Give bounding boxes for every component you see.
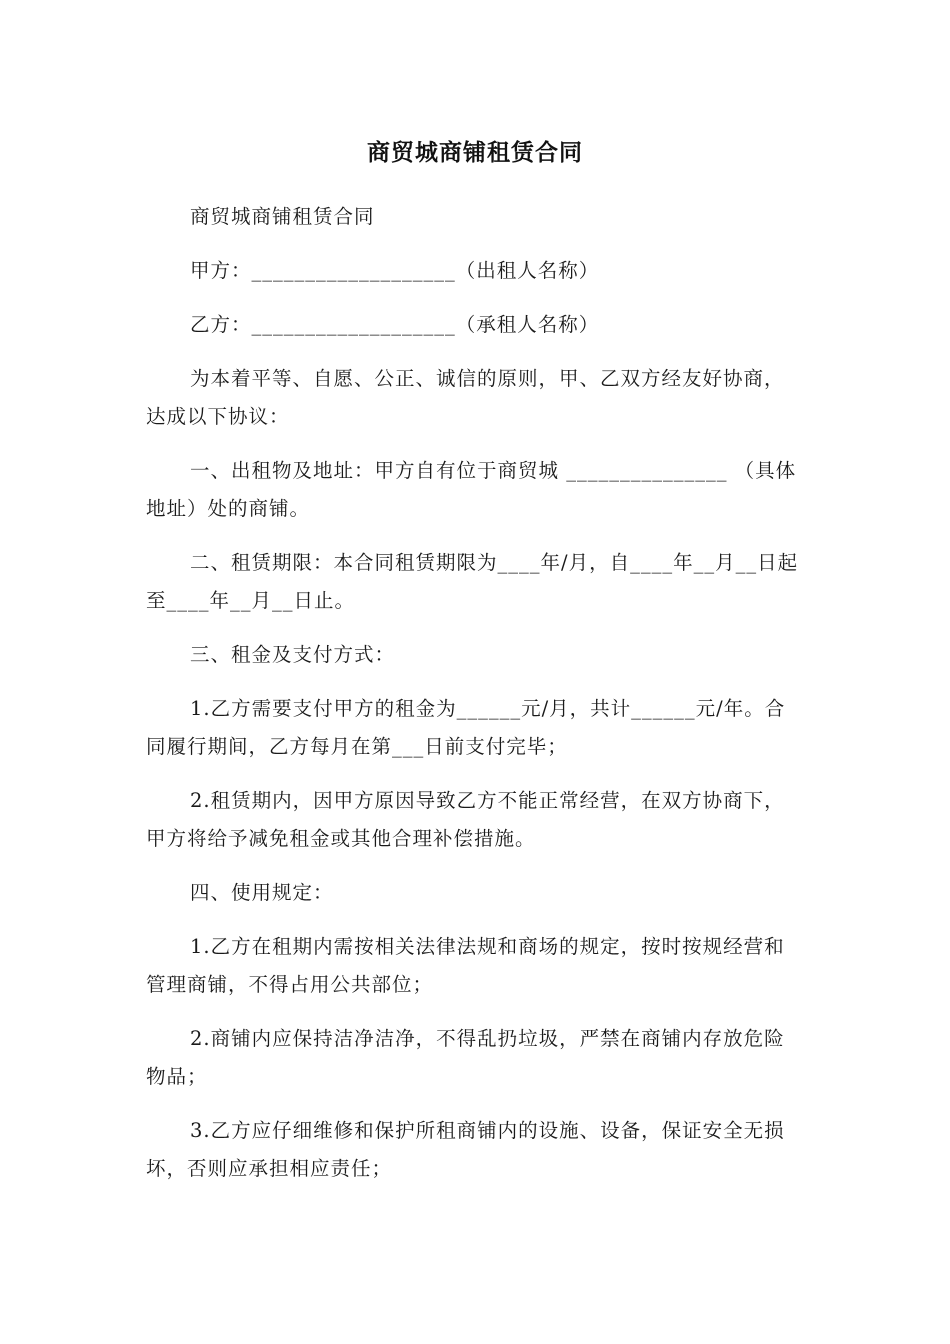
- paragraph-section-4-item-1: 1.乙方在租期内需按相关法律法规和商场的规定，按时按规经营和管理商铺，不得占用公共部位；: [146, 935, 785, 996]
- paragraph-section-3-heading: 三、租金及支付方式：: [190, 643, 396, 666]
- paragraph-section-3-item-2: 2.租赁期内，因甲方原因导致乙方不能正常经营，在双方协商下，甲方将给予减免租金或其他合理补偿措施。: [146, 789, 785, 850]
- paragraph-section-4-heading: 四、使用规定：: [190, 881, 334, 904]
- paragraph-section-1-premises: 一、出租物及地址：甲方自有位于商贸城 _______________ （具体地址）处的商铺。: [146, 459, 797, 520]
- paragraph-subtitle: 商贸城商铺租赁合同: [190, 205, 375, 228]
- paragraph-section-4-item-2: 2.商铺内应保持洁净洁净，不得乱扔垃圾，严禁在商铺内存放危险物品；: [146, 1027, 785, 1088]
- paragraph-section-3-item-1: 1.乙方需要支付甲方的租金为______元/月，共计______元/年。合同履行期间，乙方每月在第___日前支付完毕；: [146, 697, 786, 758]
- paragraph-party-a: 甲方：___________________（出租人名称）: [190, 259, 600, 282]
- paragraph-preamble: 为本着平等、自愿、公正、诚信的原则，甲、乙双方经友好协商，达成以下协议：: [146, 367, 785, 428]
- paragraph-section-4-item-3: 3.乙方应仔细维修和保护所租商铺内的设施、设备，保证安全无损坏，否则应承担相应责任；: [146, 1119, 785, 1180]
- document-body: [146, 198, 804, 1204]
- paragraph-section-2-term: 二、租赁期限：本合同租赁期限为____年/月，自____年__月__日起至____年__月__日止。: [146, 551, 799, 612]
- paragraph-party-b: 乙方：___________________（承租人名称）: [190, 313, 600, 336]
- document-title: 商贸城商铺租赁合同: [367, 140, 583, 166]
